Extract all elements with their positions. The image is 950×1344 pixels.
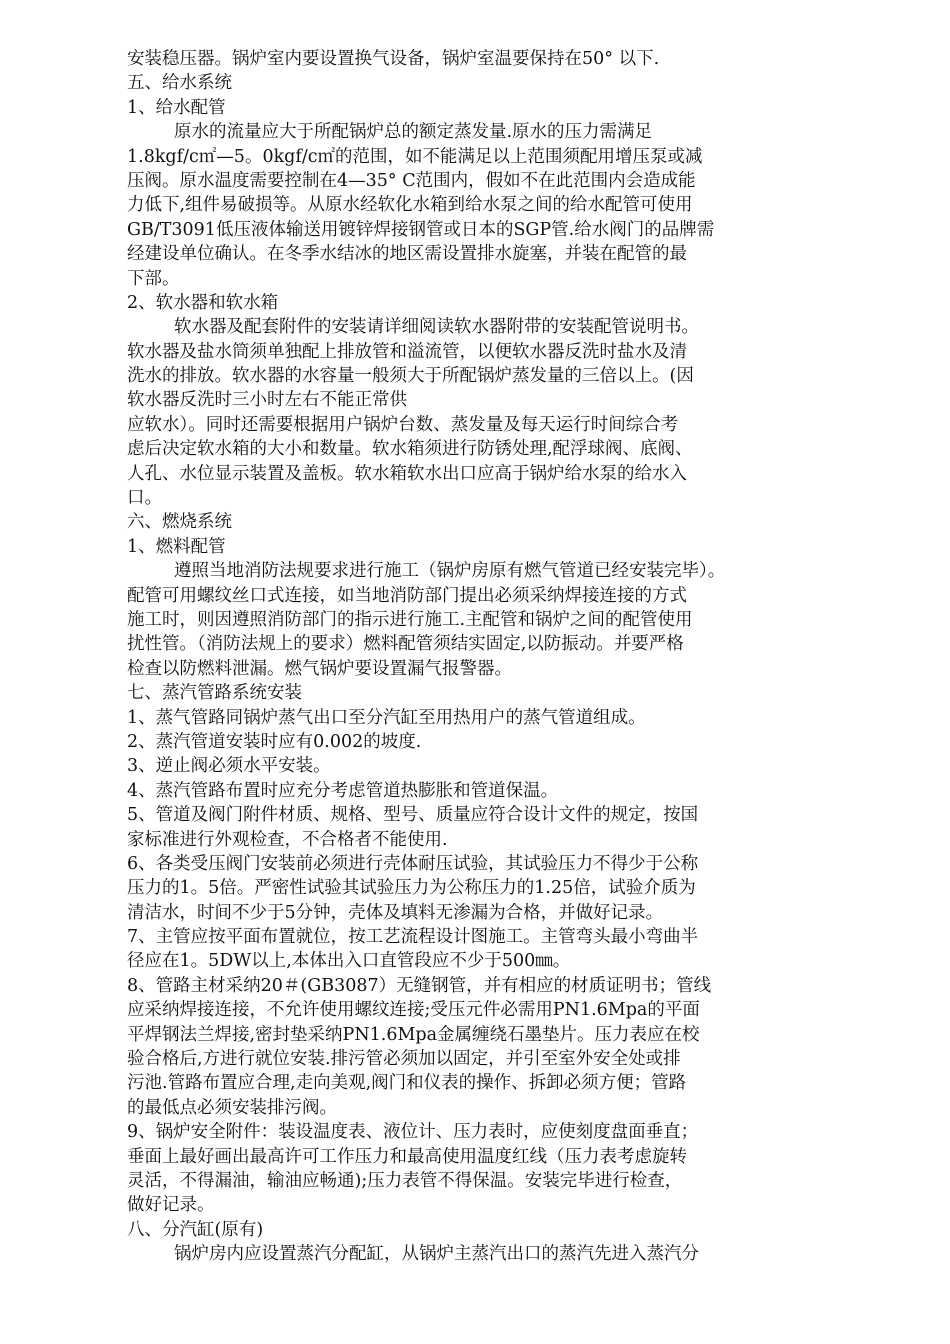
text-line: 配管可用螺纹丝口式连接，如当地消防部门提出必须采纳焊接连接的方式 <box>127 585 687 606</box>
text-line: 检查以防燃料泄漏。燃气锅炉要设置漏气报警器。 <box>127 658 512 679</box>
text-line: 2、软水器和软水箱 <box>127 292 279 313</box>
text-line: 口。 <box>127 488 162 509</box>
text-line: 9、锅炉安全附件：装设温度表、液位计、压力表时，应使刻度盘面垂直； <box>127 1122 699 1143</box>
text-line: 应软水）。同时还需要根据用户锅炉台数、蒸发量及每天运行时间综合考 <box>127 414 679 435</box>
text-line: 6、各类受压阀门安装前必须进行壳体耐压试验，其试验压力不得少于公称 <box>127 853 699 874</box>
text-line: 软水器反洗时三小时左右不能正常供 <box>127 390 407 411</box>
text-line: 八、分汽缸(原有) <box>127 1219 264 1240</box>
text-line: 4、蒸汽管路布置时应充分考虑管道热膨胀和管道保温。 <box>127 780 559 801</box>
text-line: 应采纳焊接连接，不允许使用螺纹连接;受压元件必需用PN1.6Mpa的平面 <box>127 1000 700 1021</box>
text-line: 压阀。原水温度需要控制在4—35° C范围内，假如不在此范围内会造成能 <box>127 170 696 191</box>
text-line: 压力的1。5倍。严密性试验其试验压力为公称压力的1.25倍，试验介质为 <box>127 878 696 899</box>
text-line: 2、蒸汽管道安装时应有0.002的坡度. <box>127 731 422 752</box>
text-line: 7、主管应按平面布置就位，按工艺流程设计图施工。主管弯头最小弯曲半 <box>127 927 699 948</box>
text-line: 垂面上最好画出最高许可工作压力和最高使用温度红线（压力表考虑旋转 <box>127 1146 687 1167</box>
text-line: 1、蒸气管路同锅炉蒸气出口至分汽缸至用热用户的蒸气管道组成。 <box>127 707 646 728</box>
text-line: 家标准进行外观检查，不合格者不能使用. <box>127 829 448 850</box>
text-line: 3、逆止阀必须水平安装。 <box>127 756 331 777</box>
text-line: 1、给水配管 <box>127 97 226 118</box>
text-line: 软水器及配套附件的安装请详细阅读软水器附带的安装配管说明书。 <box>174 317 699 338</box>
text-line: 灵活，不得漏油，输油应畅通);压力表管不得保温。安装完毕进行检查， <box>127 1170 683 1191</box>
text-line: 径应在1。5DW以上,本体出入口直管段应不少于500㎜。 <box>127 951 571 972</box>
text-line: 清洁水，时间不少于5分钟，壳体及填料无渗漏为合格，并做好记录。 <box>127 902 664 923</box>
text-line: 验合格后,方进行就位安装.排污管必须加以固定，并引至室外安全处或排 <box>127 1049 681 1070</box>
text-line: 洗水的排放。软水器的水容量一般须大于所配锅炉蒸发量的三倍以上。(因 <box>127 366 694 387</box>
text-line: 七、蒸汽管路系统安装 <box>127 683 302 704</box>
text-line: 1.8kgf/c㎡—5。0kgf/c㎡的范围，如不能满足以上范围须配用增压泵或减 <box>127 146 703 167</box>
text-line: 扰性管。（消防法规上的要求）燃料配管须结实固定,以防振动。并要严格 <box>127 634 684 655</box>
text-line: 原水的流量应大于所配锅炉总的额定蒸发量.原水的压力需满足 <box>174 122 653 143</box>
text-line: 遵照当地消防法规要求进行施工（锅炉房原有燃气管道已经安装完毕）。 <box>174 561 726 582</box>
text-line: 经建设单位确认。在冬季水结冰的地区需设置排水旋塞，并装在配管的最 <box>127 244 687 265</box>
text-line: 做好记录。 <box>127 1195 215 1216</box>
text-line: 六、燃烧系统 <box>127 512 232 533</box>
text-line: 平焊钢法兰焊接,密封垫采纳PN1.6Mpa金属缠绕石墨垫片。压力表应在校 <box>127 1024 700 1045</box>
text-line: 力低下,组件易破损等。从原水经软化水箱到给水泵之间的给水配管可使用 <box>127 195 693 216</box>
text-line: 5、管道及阀门附件材质、规格、型号、质量应符合设计文件的规定，按国 <box>127 805 699 826</box>
text-line: 虑后决定软水箱的大小和数量。软水箱须进行防锈处理,配浮球阀、底阀、 <box>127 439 693 460</box>
text-line: 五、给水系统 <box>127 73 232 94</box>
text-line: 人孔、水位显示装置及盖板。软水箱软水出口应高于锅炉给水泵的给水入 <box>127 463 687 484</box>
text-line: 8、管路主材采纳20＃(GB3087）无缝钢管，并有相应的材质证明书；管线 <box>127 975 712 996</box>
text-line: GB/T3091低压液体输送用镀锌焊接钢管或日本的SGP管.给水阀门的品牌需 <box>127 219 715 240</box>
text-line: 下部。 <box>127 268 180 289</box>
text-line: 的最低点必须安装排污阀。 <box>127 1097 337 1118</box>
text-line: 安装稳压器。锅炉室内要设置换气设备，锅炉室温要保持在50° 以下. <box>127 49 660 69</box>
text-line: 污池.管路布置应合理,走向美观,阀门和仪表的操作、拆卸必须方便；管路 <box>127 1073 687 1094</box>
document-page <box>127 47 867 1267</box>
text-line: 软水器及盐水筒须单独配上排放管和溢流管，以便软水器反洗时盐水及清 <box>127 341 687 362</box>
text-line: 1、燃料配管 <box>127 536 226 557</box>
text-line: 锅炉房内应设置蒸汽分配缸，从锅炉主蒸汽出口的蒸汽先进入蒸汽分 <box>174 1244 699 1265</box>
text-line: 施工时，则因遵照消防部门的指示进行施工.主配管和锅炉之间的配管使用 <box>127 609 693 630</box>
